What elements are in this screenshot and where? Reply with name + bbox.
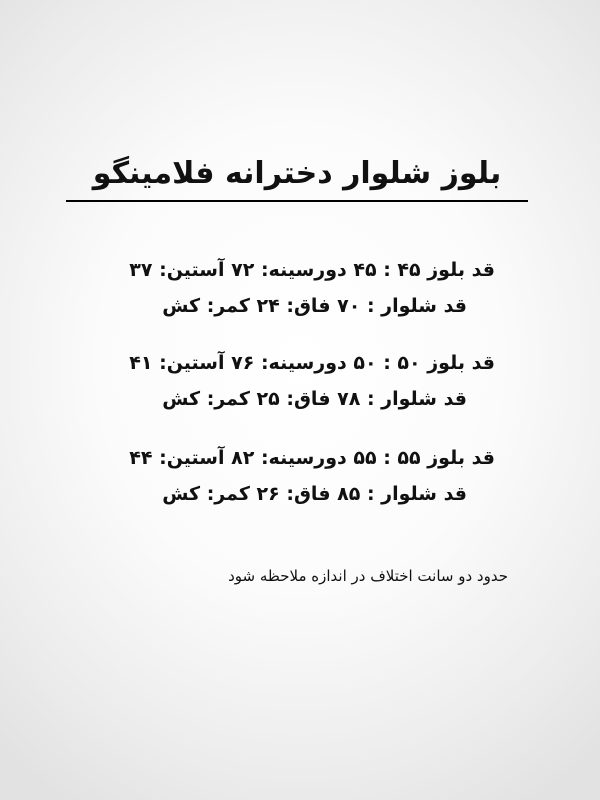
blouse-measurements: قد بلوز ۴۵ : ۴۵ دورسینه: ۷۲ آستین: ۳۷	[129, 259, 495, 281]
pants-measurements: قد شلوار : ۸۵ فاق: ۲۶ کمر: کش	[162, 483, 467, 505]
size-block	[75, 345, 495, 417]
size-block	[75, 440, 495, 512]
page-title: بلوز شلوار دخترانه فلامینگو	[92, 156, 502, 191]
pants-measurements: قد شلوار : ۷۸ فاق: ۲۵ کمر: کش	[162, 388, 467, 410]
title-underline	[66, 200, 528, 202]
tolerance-note: حدود دو سانت اختلاف در اندازه ملاحظه شود	[228, 567, 508, 585]
blouse-measurements: قد بلوز ۵۵ : ۵۵ دورسینه: ۸۲ آستین: ۴۴	[129, 447, 495, 469]
size-block	[75, 252, 495, 324]
pants-measurements: قد شلوار : ۷۰ فاق: ۲۴ کمر: کش	[162, 295, 467, 317]
blouse-measurements: قد بلوز ۵۰ : ۵۰ دورسینه: ۷۶ آستین: ۴۱	[129, 352, 495, 374]
